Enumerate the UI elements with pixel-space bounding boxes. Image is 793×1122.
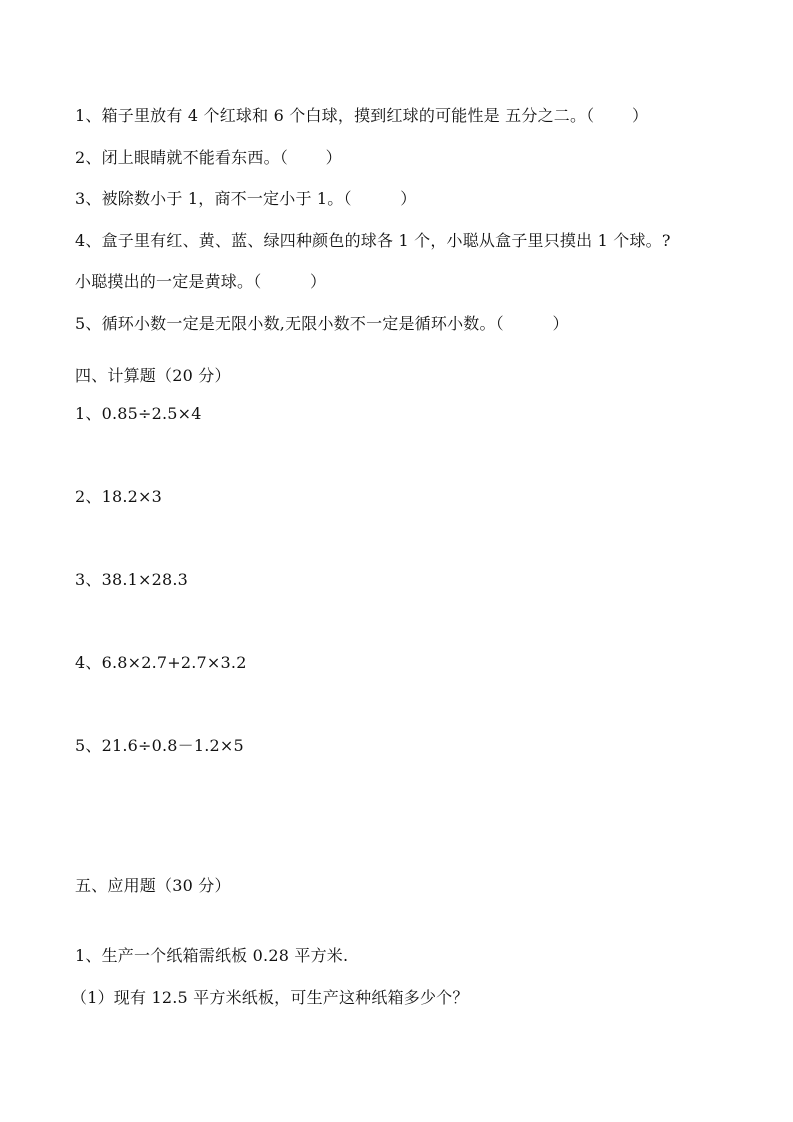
- judgement-item-3: 3、被除数小于 1，商不一定小于 1。（ ）: [75, 189, 417, 208]
- judgement-item-1: 1、箱子里放有 4 个红球和 6 个白球，摸到红球的可能性是 五分之二。（ ）: [75, 106, 649, 125]
- judgement-item-5: 5、循环小数一定是无限小数,无限小数不一定是循环小数。（ ）: [75, 314, 569, 333]
- calculation-item-5: 5、21.6÷0.8－1.2×5: [75, 736, 244, 755]
- calculation-item-1: 1、0.85÷2.5×4: [75, 404, 202, 423]
- calculation-item-2: 2、18.2×3: [75, 487, 162, 506]
- judgement-item-2: 2、闭上眼睛就不能看东西。（ ）: [75, 148, 342, 167]
- judgement-item-4: 4、盒子里有红、黄、蓝、绿四种颜色的球各 1 个，小聪从盒子里只摸出 1 个球。?: [75, 231, 671, 250]
- calculation-item-4: 4、6.8×2.7+2.7×3.2: [75, 653, 247, 672]
- section-heading-calculation: 四、计算题（20 分）: [75, 366, 231, 385]
- calculation-item-3: 3、38.1×28.3: [75, 570, 189, 589]
- judgement-item-4-continued: 小聪摸出的一定是黄球。（ ）: [75, 272, 327, 291]
- application-problem-1-part-1: （1）现有 12.5 平方米纸板，可生产这种纸箱多少个？: [71, 988, 469, 1007]
- application-problem-1: 1、生产一个纸箱需纸板 0.28 平方米.: [75, 946, 349, 965]
- section-heading-application: 五、应用题（30 分）: [75, 876, 231, 895]
